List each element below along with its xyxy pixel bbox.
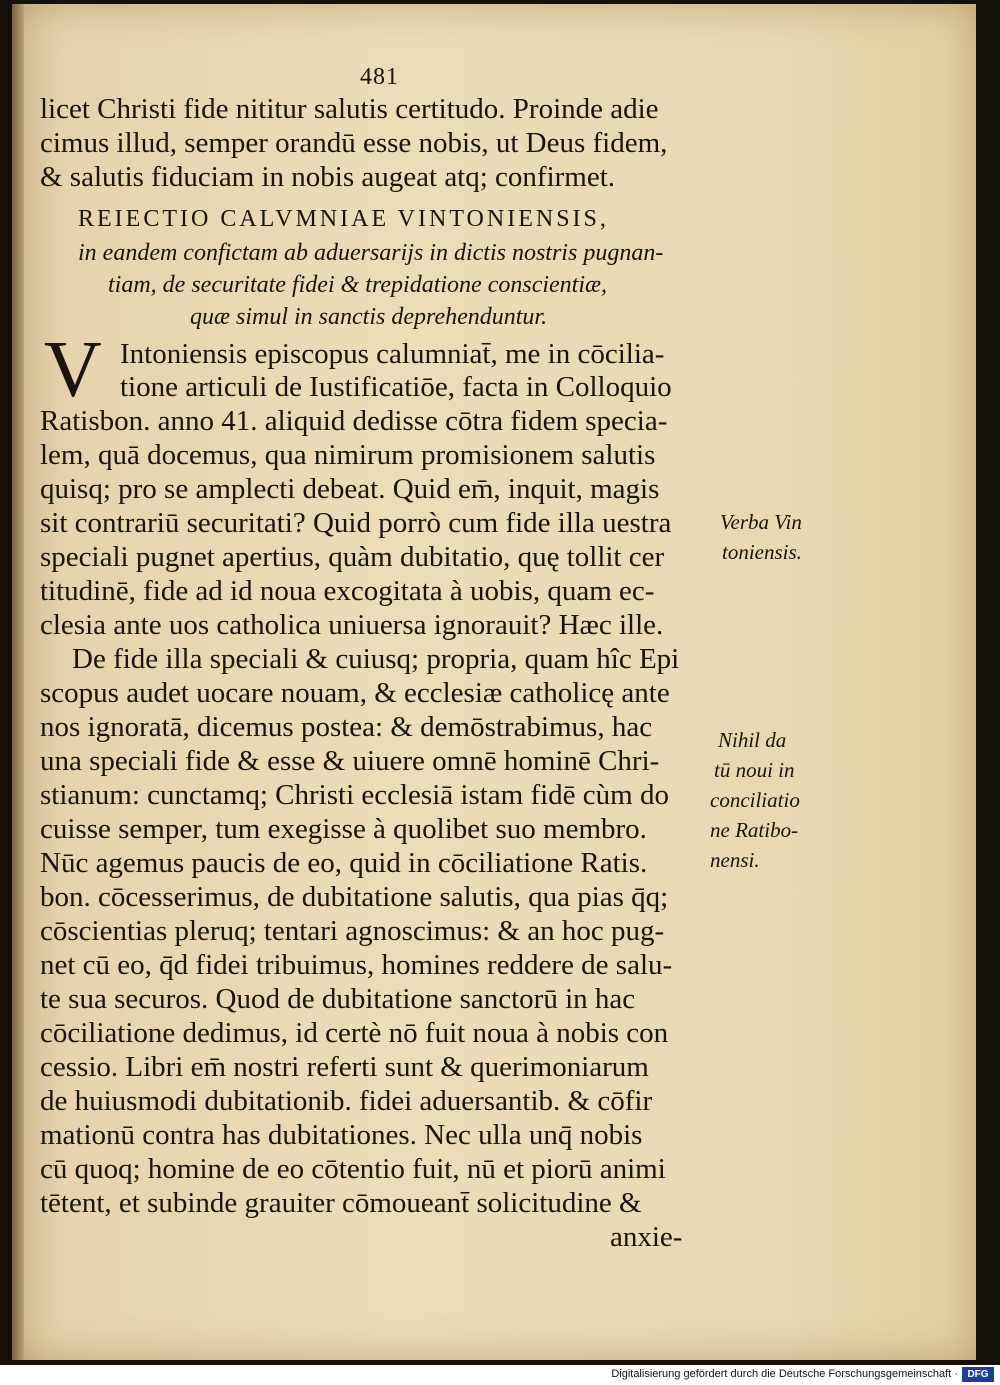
top-line-3: & salutis fiduciam in nobis augeat atq; confirmet. xyxy=(40,161,616,193)
top-line-1: licet Christi fide nititur salutis certitudo. Proinde adie xyxy=(40,93,659,125)
subheading-line-3: quæ simul in sanctis deprehenduntur. xyxy=(190,304,548,330)
body-line-19: net cū eo, q̄d fidei tribuimus, homines reddere de salu- xyxy=(40,949,673,981)
body-line-25: cū quoq; homine de eo cōtentio fuit, nū et piorū animi xyxy=(40,1153,666,1185)
body-line-6: sit contrariū securitati? Quid porrò cum fide illa uestra xyxy=(40,507,672,539)
page-number: 481 xyxy=(360,64,399,90)
body-line-9: clesia ante uos catholica uniuersa ignorauit? Hæc ille. xyxy=(40,609,664,641)
dfg-logo-icon: DFG xyxy=(962,1367,994,1382)
body-line-18: cōscientias pleruq; tentari agnoscimus: & an hoc pug- xyxy=(40,915,665,947)
body-line-14: stianum: cunctamq; Christi ecclesiā istam fidē cùm do xyxy=(40,779,669,811)
margin-note-2-line-4: ne Ratibo- xyxy=(710,818,799,842)
body-line-12: nos ignoratā, dicemus postea: & demōstrabimus, hac xyxy=(40,711,653,743)
body-line-8: titudinē, fide ad id noua excogitata à uobis, quam ec- xyxy=(40,575,655,607)
margin-note-2-line-2: tū noui in xyxy=(714,758,795,782)
body-line-16: Nūc agemus paucis de eo, quid in cōciliatione Ratis. xyxy=(40,847,648,879)
body-line-1: Intoniensis episcopus calumniat̄, me in cōcilia- xyxy=(120,338,665,370)
body-line-5: quisq; pro se amplecti debeat. Quid em̄, inquit, magis xyxy=(40,473,660,505)
footer-credit: Digitalisierung gefördert durch die Deutsche Forschungsgemeinschaft · xyxy=(611,1368,958,1380)
body-line-7: speciali pugnet apertius, quàm dubitatio, quę tollit cer xyxy=(40,541,665,573)
body-line-24: mationū contra has dubitationes. Nec ulla unq̄ nobis xyxy=(40,1119,643,1151)
body-line-23: de huiusmodi dubitationib. fidei aduersantib. & cōfir xyxy=(40,1085,653,1117)
body-line-10: De fide illa speciali & cuiusq; propria, quam hîc Epi xyxy=(72,643,680,675)
body-line-17: bon. cōcesserimus, de dubitatione salutis, qua pias q̄q; xyxy=(40,881,669,913)
body-line-22: cessio. Libri em̄ nostri referti sunt & querimoniarum xyxy=(40,1051,649,1083)
body-line-20: te sua securos. Quod de dubitatione sanctorū in hac xyxy=(40,983,636,1015)
body-line-15: cuisse semper, tum exegisse à quolibet suo membro. xyxy=(40,813,647,845)
body-line-2: tione articuli de Iustificatiōe, facta in Colloquio xyxy=(120,371,672,403)
subheading-line-1: in eandem confictam ab aduersarijs in dictis nostris pugnan- xyxy=(78,240,664,266)
footer-bar xyxy=(0,1365,1000,1385)
margin-note-1-line-2: toniensis. xyxy=(722,540,802,564)
margin-note-1-line-1: Verba Vin xyxy=(720,510,802,534)
top-line-2: cimus illud, semper orandū esse nobis, ut Deus fidem, xyxy=(40,127,668,159)
subheading-line-2: tiam, de securitate fidei & trepidatione conscientiæ, xyxy=(108,272,608,298)
margin-note-2-line-1: Nihil da xyxy=(718,728,787,752)
margin-note-2-line-3: conciliatio xyxy=(710,788,800,812)
body-line-13: una speciali fide & esse & uiuere omnē hominē Chri- xyxy=(40,745,660,777)
page-binding-edge xyxy=(12,4,24,1360)
drop-cap: V xyxy=(44,326,102,414)
section-heading: REIECTIO CALVMNIAE VINTONIENSIS, xyxy=(78,206,609,232)
body-line-11: scopus audet uocare nouam, & ecclesiæ catholicę ante xyxy=(40,677,670,709)
margin-note-2-line-5: nensi. xyxy=(710,848,760,872)
body-line-3: Ratisbon. anno 41. aliquid dedisse cōtra fidem specia- xyxy=(40,405,668,437)
body-line-4: lem, quā docemus, qua nimirum promisionem salutis xyxy=(40,439,656,471)
body-line-21: cōciliatione dedimus, id certè nō fuit noua à nobis con xyxy=(40,1017,669,1049)
body-line-26: tētent, et subinde grauiter cōmoueant̄ solicitudine & xyxy=(40,1187,642,1219)
catchword: anxie- xyxy=(610,1221,683,1253)
